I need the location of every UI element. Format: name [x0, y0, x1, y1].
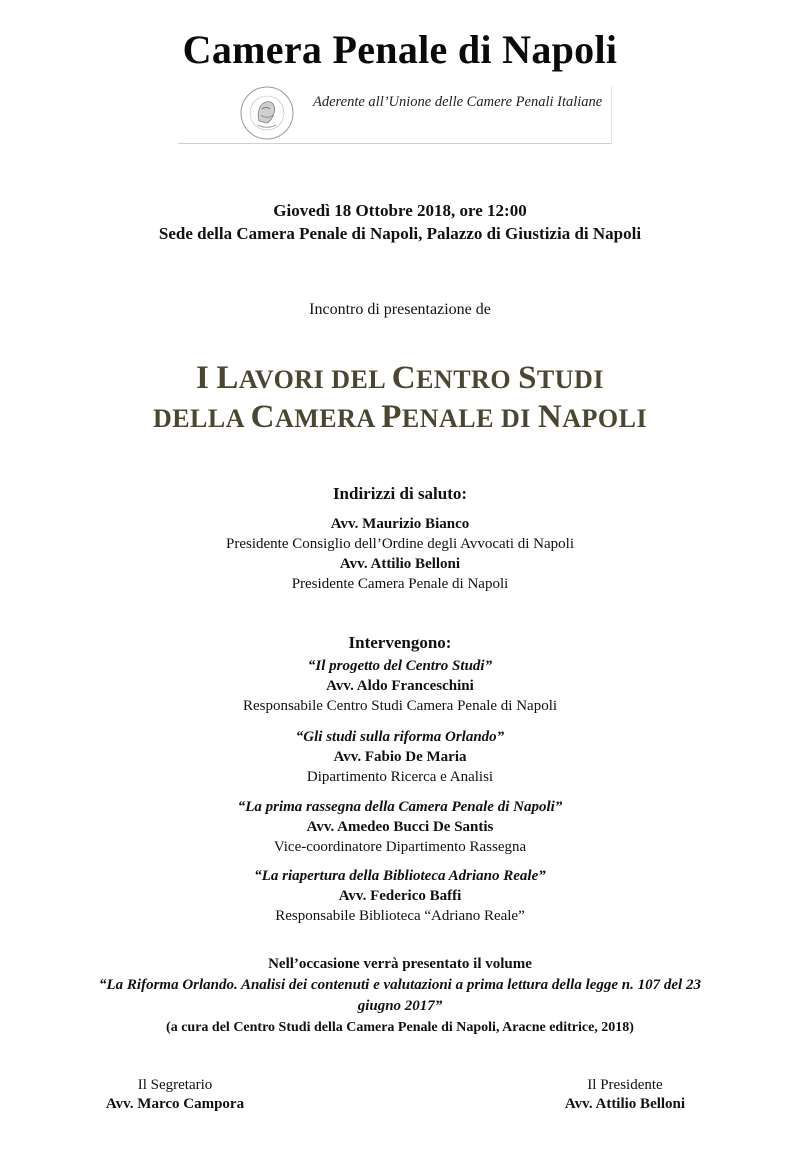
title-word-rest: AVORI	[238, 365, 325, 394]
title-word-cap: P	[381, 399, 402, 435]
speaker-name: Avv. Aldo Franceschini	[326, 678, 474, 694]
title-word-rest: TUDI	[536, 365, 604, 394]
title-word-cap: N	[537, 399, 563, 435]
title-word-rest: APOLI	[562, 404, 648, 433]
greeting-role: Presidente Camera Penale di Napoli	[291, 576, 509, 592]
greeting-name: Avv. Attilio Belloni	[339, 556, 461, 572]
volume-credits: (a cura del Centro Studi della Camera Penale di Napoli, Aracne editrice, 2018)	[166, 1020, 634, 1035]
signature-left	[80, 1078, 270, 1112]
talk-topic: “La riapertura della Biblioteca Adriano Reale”	[254, 868, 546, 884]
volume-title-line-2: giugno 2017”	[357, 998, 443, 1014]
organization-title: Camera Penale di Napoli	[182, 27, 618, 72]
seal-logo-icon	[228, 85, 306, 141]
speaker-role: Responsabile Biblioteca “Adriano Reale”	[275, 908, 525, 924]
volume-announcement: Nell’occasione verrà presentato il volume	[268, 956, 532, 972]
event-date: Giovedì 18 Ottobre 2018, ore 12:00	[273, 201, 527, 220]
event-venue: Sede della Camera Penale di Napoli, Palazzo di Giustizia di Napoli	[158, 224, 642, 243]
main-title-line-1	[0, 360, 800, 397]
title-word-rest: DELLA	[152, 404, 244, 433]
speaker-name: Avv. Fabio De Maria	[333, 749, 467, 765]
speaker-name: Avv. Amedeo Bucci De Santis	[306, 819, 494, 835]
talk-topic: “Gli studi sulla riforma Orlando”	[295, 729, 505, 745]
speaker-role: Vice-coordinatore Dipartimento Rassegna	[273, 839, 527, 855]
title-word-cap: C	[391, 360, 417, 396]
title-word-cap: C	[250, 399, 275, 435]
talk-topic: “Il progetto del Centro Studi”	[307, 658, 493, 674]
greeting-role: Presidente Consiglio dell’Ordine degli Avvocati di Napoli	[226, 536, 574, 552]
title-word-rest: DI	[500, 404, 531, 433]
talk-topic: “La prima rassegna della Camera Penale di Napoli”	[237, 799, 563, 815]
signature-role: Il Presidente	[587, 1077, 663, 1093]
signature-name: Avv. Attilio Belloni	[564, 1096, 686, 1112]
event-intro: Incontro di presentazione de	[309, 301, 491, 318]
greetings-heading: Indirizzi di saluto:	[332, 484, 468, 503]
signature-right	[530, 1078, 720, 1112]
main-title-line-2	[0, 399, 800, 436]
affiliation-subtitle: Aderente all’Unione delle Camere Penali Italiane	[313, 94, 603, 110]
speaker-role: Responsabile Centro Studi Camera Penale di Napoli	[242, 698, 558, 714]
greeting-name: Avv. Maurizio Bianco	[330, 516, 470, 532]
title-word-rest: DEL	[331, 365, 385, 394]
title-word-cap: S	[518, 360, 537, 396]
signature-name: Avv. Marco Campora	[105, 1096, 245, 1112]
title-word-cap: L	[216, 360, 239, 396]
speaker-role: Dipartimento Ricerca e Analisi	[306, 769, 494, 785]
title-word-rest: AMERA	[274, 404, 375, 433]
title-word-rest: ENALE	[401, 404, 494, 433]
speakers-heading: Intervengono:	[348, 633, 452, 652]
speaker-name: Avv. Federico Baffi	[338, 888, 462, 904]
signature-role: Il Segretario	[137, 1077, 213, 1093]
volume-title-line-1: “La Riforma Orlando. Analisi dei contenuti e valutazioni a prima lettura della legge n. 107 del 23	[99, 977, 701, 993]
title-word-cap: I	[196, 360, 210, 396]
title-word-rest: ENTRO	[416, 365, 512, 394]
